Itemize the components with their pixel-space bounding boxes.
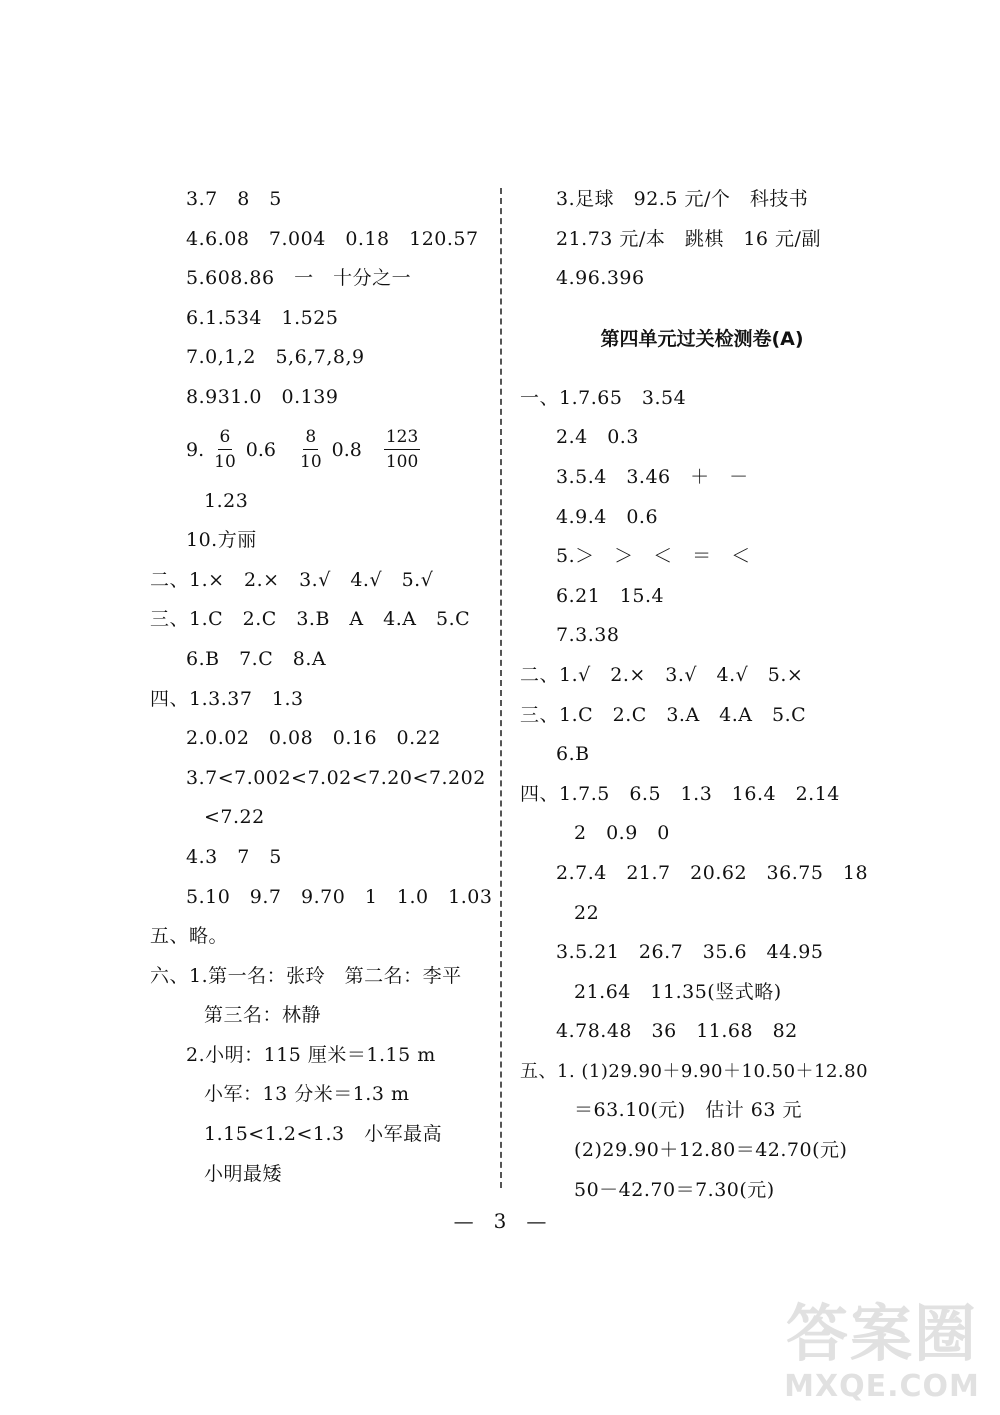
answer-line: 3.7 8 5 bbox=[186, 188, 282, 210]
answer-line: 5.10 9.7 9.70 1 1.0 1.03 bbox=[186, 885, 493, 908]
answer-line: 2.4 0.3 bbox=[556, 426, 639, 449]
answer-line: 三、1.C 2.C 3.B A 4.A 5.C bbox=[150, 608, 471, 631]
left-answer-column bbox=[150, 180, 493, 1194]
fraction-denominator: 10 bbox=[214, 452, 236, 473]
fraction bbox=[384, 427, 420, 472]
answer-line: 2.0.02 0.08 0.16 0.22 bbox=[186, 727, 441, 750]
answer-line: 4.3 7 5 bbox=[186, 845, 282, 868]
section-title: 第四单元过关检测卷(A) bbox=[600, 327, 804, 350]
answer-line: 2.小明：115 厘米＝1.15 m bbox=[186, 1043, 436, 1066]
answer-line: 第三名：林静 bbox=[204, 1004, 322, 1027]
fraction-denominator: 10 bbox=[300, 452, 322, 473]
answer-line: (2)29.90＋12.80＝42.70(元) bbox=[574, 1139, 848, 1162]
answer-line: 4.78.48 36 11.68 82 bbox=[556, 1020, 798, 1043]
answer-line: 3.5.4 3.46 ＋ － bbox=[556, 465, 749, 488]
answer-line: 2.7.4 21.7 20.62 36.75 18 bbox=[556, 861, 869, 884]
answer-line: 50－42.70＝7.30(元) bbox=[574, 1178, 775, 1201]
answer-line: <7.22 bbox=[204, 806, 265, 829]
answer-line: 7.0,1,2 5,6,7,8,9 bbox=[186, 346, 365, 369]
fraction-answer-line bbox=[150, 418, 490, 482]
watermark-logo bbox=[782, 1299, 982, 1409]
right-answer-column bbox=[520, 180, 869, 1210]
answer-line: 5.608.86 一 十分之一 bbox=[186, 267, 412, 290]
page-number: — 3 — bbox=[453, 1209, 547, 1233]
answer-line: 1.23 bbox=[204, 489, 249, 512]
fraction-numerator: 6 bbox=[218, 427, 233, 450]
answer-line: 3.7<7.002<7.02<7.20<7.202 bbox=[186, 766, 486, 789]
answer-line: 4.6.08 7.004 0.18 120.57 bbox=[186, 227, 479, 250]
answer-line: 5.＞ ＞ ＜ ＝ ＜ bbox=[556, 545, 751, 568]
answer-line: 22 bbox=[574, 901, 600, 924]
question-number: 9. bbox=[186, 438, 205, 461]
answer-line: 21.64 11.35(竖式略) bbox=[574, 980, 782, 1003]
fraction-numerator: 123 bbox=[384, 427, 420, 450]
answer-line: 三、1.C 2.C 3.A 4.A 5.C bbox=[520, 703, 807, 726]
answer-line: 6.B bbox=[556, 743, 590, 766]
answer-line: 4.96.396 bbox=[556, 267, 645, 290]
answer-line: 6.1.534 1.525 bbox=[186, 306, 339, 329]
fraction bbox=[298, 427, 324, 472]
answer-line: 一、1.7.65 3.54 bbox=[520, 386, 687, 409]
watermark-site-text: MXQE.COM bbox=[784, 1369, 980, 1404]
answer-line: 3.足球 92.5 元/个 科技书 bbox=[556, 188, 809, 210]
answer-line: 4.9.4 0.6 bbox=[556, 505, 659, 528]
answer-line: 2 0.9 0 bbox=[574, 822, 670, 845]
answer-line: 小军：13 分米＝1.3 m bbox=[204, 1083, 410, 1106]
fraction-denominator: 100 bbox=[385, 452, 419, 473]
answer-line: 二、1.× 2.× 3.√ 4.√ 5.√ bbox=[150, 568, 434, 591]
decimal-value: 0.6 bbox=[245, 438, 276, 461]
answer-line: 五、略。 bbox=[150, 925, 229, 948]
answer-line: 8.931.0 0.139 bbox=[186, 385, 339, 408]
answer-line: 1.15<1.2<1.3 小军最高 bbox=[204, 1123, 443, 1146]
answer-line: 6.B 7.C 8.A bbox=[186, 647, 327, 670]
answer-line: 3.5.21 26.7 35.6 44.95 bbox=[556, 941, 824, 964]
answer-line: ＝63.10(元) 估计 63 元 bbox=[574, 1099, 802, 1122]
answer-line: 7.3.38 bbox=[556, 624, 620, 647]
answer-line: 六、1.第一名：张玲 第二名：李平 bbox=[150, 964, 462, 987]
fraction bbox=[212, 427, 238, 472]
answer-line: 五、1. (1)29.90＋9.90＋10.50＋12.80 bbox=[520, 1060, 869, 1082]
answer-line: 10.方丽 bbox=[186, 529, 257, 552]
answer-line: 小明最矮 bbox=[204, 1162, 283, 1185]
column-divider bbox=[500, 188, 502, 1188]
watermark-logo-text: 答案圈 bbox=[785, 1297, 978, 1370]
answer-line: 四、1.7.5 6.5 1.3 16.4 2.14 bbox=[520, 782, 840, 805]
answer-line: 二、1.√ 2.× 3.√ 4.√ 5.× bbox=[520, 663, 804, 686]
answer-line: 四、1.3.37 1.3 bbox=[150, 687, 304, 710]
fraction-numerator: 8 bbox=[303, 427, 318, 450]
decimal-value: 0.8 bbox=[331, 438, 362, 461]
answer-line: 6.21 15.4 bbox=[556, 584, 665, 607]
answer-line: 21.73 元/本 跳棋 16 元/副 bbox=[556, 227, 821, 250]
